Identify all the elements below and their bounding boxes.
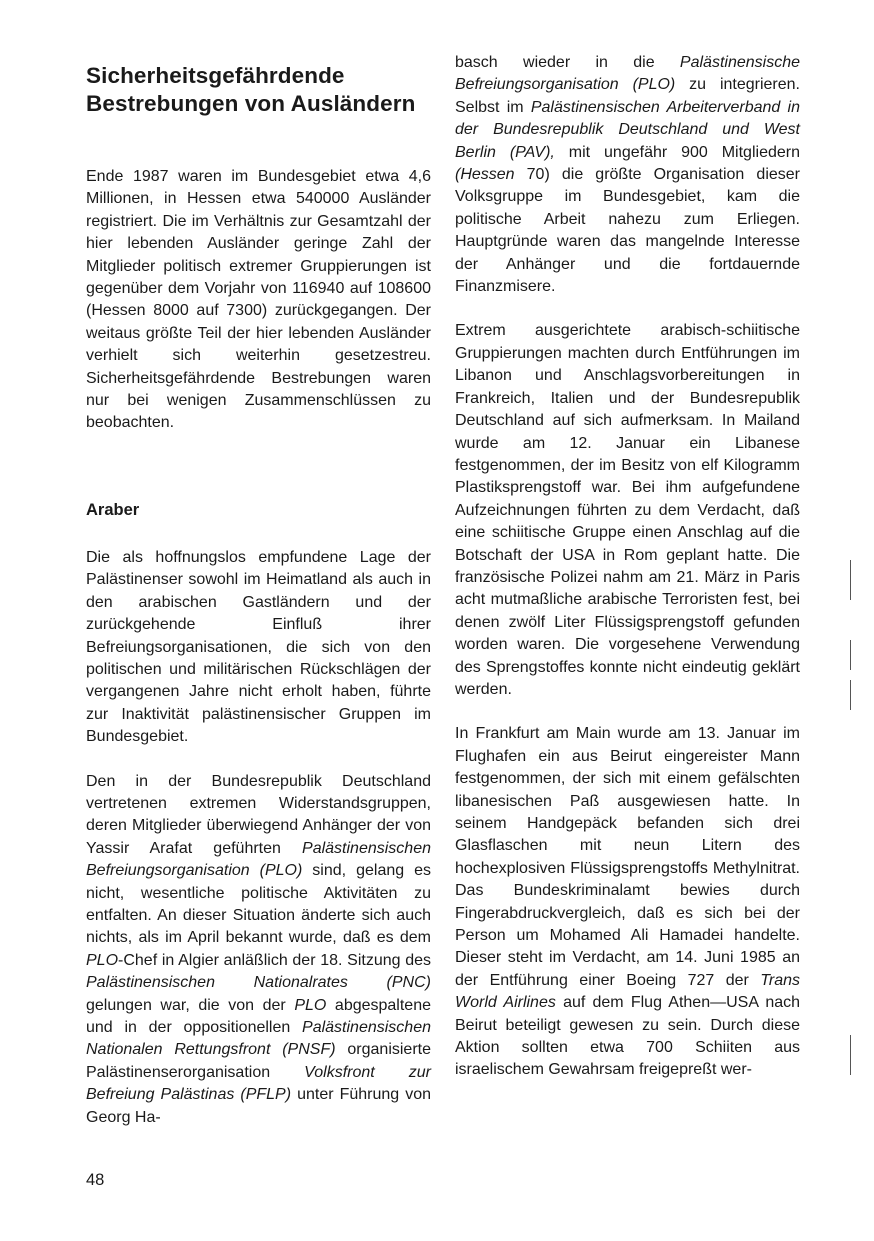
scan-mark: [850, 640, 851, 670]
text-run: basch wieder in die: [455, 54, 680, 71]
subheading-araber: Araber: [86, 500, 140, 519]
italic-org-name: PLO: [86, 951, 119, 969]
scan-edge-marks: [850, 500, 852, 1100]
text-run: organisierte Palästinenserorganisation: [86, 1041, 431, 1081]
italic-region: (Hessen: [455, 166, 515, 184]
italic-org-name: PLO: [294, 996, 327, 1014]
text-run: mit ungefähr 900 Mitgliedern: [554, 143, 800, 161]
text-run: zu integrieren. Selbst im: [455, 76, 801, 116]
paragraph-frankfurt-arrest: [455, 723, 800, 1082]
text-run: 70) die größte Organisation dieser Volksgruppe im Bundesgebiet, kam die politische Arbeit nahezu zum Erliegen. Hauptgründe waren das mangelnde Interesse der Anhänger und die fortdauernde Finanzmisere.: [455, 166, 800, 296]
text-run: Den in der Bundesrepublik Deutschland vertretenen extremen Widerstandsgruppen, deren Mitglieder überwiegend Anhänger der von Yassir Arafat geführten: [86, 772, 431, 857]
text-run: abgespaltene und in der oppositionellen: [86, 996, 432, 1036]
italic-org-name: Palästinensischen Befreiungsorganisation (PLO): [86, 839, 431, 880]
text-run: In Frankfurt am Main wurde am 13. Januar im Flughafen ein aus Beirut eingereister Mann festgenommen, der sich mit einem gefälschten libanesischen Paß ausgewiesen hatte. In seinem Handgepäck befanden sich drei Glasflaschen mit neun Litern des hochexplosiven Flüssigsprengstoffs Methylnitrat. Das Bundeskriminalamt bewies durch Fingerabdruckvergleich, daß es sich bei der Person um Mohamed Ali Hamadei handelte. Dieser steht im Verdacht, am 14. Juni 1985 an der Entführung einer Boeing 727 der: [455, 725, 800, 989]
page-number: 48: [86, 1171, 105, 1189]
left-column: [86, 52, 431, 1129]
italic-airline-name: Trans World Airlines: [455, 971, 800, 1012]
text-run: unter Führung von Georg Ha-: [86, 1086, 431, 1126]
right-column: [455, 52, 800, 1082]
text-run: -Chef in Algier anläßlich der 18. Sitzung des: [118, 951, 431, 969]
section-title: Sicherheitsgefährdende Bestrebungen von Ausländern: [86, 63, 416, 116]
intro-paragraph: Ende 1987 waren im Bundesgebiet etwa 4,6 Millionen, in Hessen etwa 540000 Ausländer registriert. Die im Verhältnis zur Gesamtzahl der hier lebenden Ausländer geringe Zahl der Mitglieder politisch extremer Gruppierungen ist gegenüber dem Vorjahr von 116940 auf 108600 (Hessen 8000 auf 7300) zurückgegangen. Der weitaus größte Teil der hier lebenden Ausländer verhielt sich weiterhin gesetzestreu. Sicherheitsgefährdende Bestrebungen waren nur bei wenigen Zusammenschlüssen zu beobachten.: [86, 168, 431, 432]
paragraph-shiite-groups: Extrem ausgerichtete arabisch-schiitische Gruppierungen machten durch Entführungen im Libanon und Anschlagsvorbereitungen in Frankreich, Italien und der Bundesrepublik Deutschland auf sich aufmerksam. In Mailand wurde am 12. Januar ein Libanese festgenommen, der im Besitz von elf Kilogramm Plastiksprengstoff war. Bei ihm aufgefundene Aufzeichnungen führten zu dem Verdacht, daß eine schiitische Gruppe einen Anschlag auf die Botschaft der USA in Rom geplant hatte. Die französische Polizei nahm am 21. März in Paris acht mutmaßliche arabische Terroristen fest, bei denen zwölf Liter Flüssigsprengstoff gefunden worden waren. Die vorgesehene Verwendung des Sprengstoffes konnte nicht eindeutig geklärt werden.: [455, 322, 800, 698]
text-run: auf dem Flug Athen—USA nach Beirut beteiligt gewesen zu sein. Durch diese Aktion sollten etwa 700 Schiiten aus israelischem Gewahrsam freigepreßt wer-: [455, 994, 801, 1079]
scan-mark: [850, 560, 851, 600]
italic-org-name: Palästinensischen Arbeiterverband in der Bundesrepublik Deutschland und West Berlin (PAV),: [455, 98, 800, 161]
scan-mark: [850, 680, 851, 710]
italic-org-name: Palästinensischen Nationalen Rettungsfront (PNSF): [86, 1019, 431, 1059]
text-run: gelungen war, die von der: [86, 996, 295, 1014]
scan-mark: [850, 1035, 851, 1075]
paragraph-resistance-groups: [86, 771, 431, 1130]
text-run: sind, gelang es nicht, wesentliche politische Aktivitäten zu entfalten. An dieser Situation änderte sich auch nichts, als im April bekannt wurde, daß es dem: [86, 862, 432, 947]
italic-org-name: Volksfront zur Befreiung Palästinas (PFLP): [86, 1063, 431, 1104]
paragraph-plo-integration: [455, 52, 800, 298]
italic-org-name: Palästinensische Befreiungsorganisation (PLO): [455, 54, 800, 94]
italic-org-name: Palästinensischen Nationalrates (PNC): [86, 974, 431, 992]
paragraph-palestinian-situation: Die als hoffnungslos empfundene Lage der Palästinenser sowohl im Heimatland als auch in den arabischen Gastländern und der zurückgehende Einfluß ihrer Befreiungsorganisationen, die sich von den politischen und militärischen Rückschlägen der vergangenen Jahre nicht erholt haben, führte zur Inaktivität palästinensischer Gruppen im Bundesgebiet.: [86, 548, 431, 746]
